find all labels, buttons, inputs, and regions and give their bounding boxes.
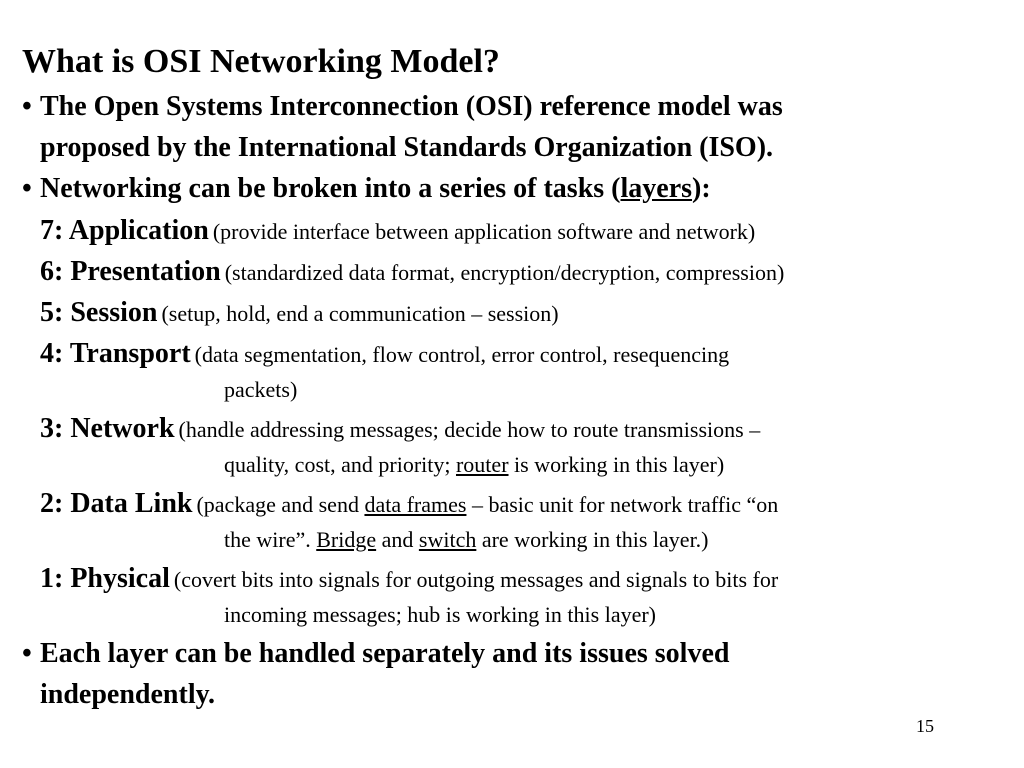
layer-2-desc-a: (package and send bbox=[196, 492, 365, 517]
layer-2-name: 2: Data Link bbox=[40, 488, 193, 519]
bullet-2 bbox=[40, 172, 711, 206]
layer-1-name: 1: Physical bbox=[40, 563, 170, 594]
layer-2-desc-b: – basic unit for network traffic “on bbox=[466, 492, 779, 517]
layer-3-desc-cont-b: is working in this layer) bbox=[508, 452, 725, 477]
layer-7-desc: (provide interface between application software and network) bbox=[212, 219, 756, 244]
bridge-link[interactable]: Bridge bbox=[316, 527, 377, 552]
layer-3-name: 3: Network bbox=[40, 413, 175, 444]
layer-2-desc bbox=[196, 492, 778, 517]
layer-4-desc-cont: packets) bbox=[224, 377, 298, 402]
layer-1 bbox=[40, 562, 778, 600]
switch-link[interactable]: switch bbox=[418, 527, 477, 552]
bullet-2-prefix: Networking can be broken into a series of tasks ( bbox=[40, 173, 621, 204]
layer-6-desc: (standardized data format, encryption/decryption, compression) bbox=[224, 260, 785, 285]
slide-title: What is OSI Networking Model? bbox=[22, 43, 500, 80]
bullet-1-line-1: The Open Systems Interconnection (OSI) reference model was bbox=[40, 91, 783, 122]
bullet-1-line-2: proposed by the International Standards Organization (ISO). bbox=[40, 132, 774, 163]
layers-link[interactable]: layers bbox=[620, 173, 693, 204]
layer-6-name: 6: Presentation bbox=[40, 256, 221, 287]
page-number: 15 bbox=[916, 716, 934, 736]
layer-3-desc-cont-a: quality, cost, and priority; bbox=[224, 452, 456, 477]
bullet-3-line-1: Each layer can be handled separately and its issues solved bbox=[40, 638, 730, 669]
layer-3-desc-cont bbox=[224, 450, 724, 480]
layer-1-desc: (covert bits into signals for outgoing messages and signals to bits for bbox=[173, 567, 779, 592]
bullet-dot: • bbox=[22, 638, 32, 669]
data-frames-link[interactable]: data frames bbox=[364, 492, 467, 517]
layer-2-desc-cont-a: the wire”. bbox=[224, 527, 317, 552]
layer-3 bbox=[40, 412, 760, 450]
layer-7-name: 7: Application bbox=[40, 215, 209, 246]
bullet-dot: • bbox=[22, 91, 32, 122]
layer-5-name: 5: Session bbox=[40, 297, 158, 328]
bullet-dot: • bbox=[22, 173, 32, 204]
router-link[interactable]: router bbox=[455, 452, 509, 477]
layer-5 bbox=[40, 296, 559, 334]
bullet-2-suffix: ): bbox=[692, 173, 711, 204]
layer-2 bbox=[40, 487, 778, 525]
layer-3-desc: (handle addressing messages; decide how to route transmissions – bbox=[178, 417, 761, 442]
layer-6 bbox=[40, 255, 784, 293]
layer-4 bbox=[40, 337, 729, 375]
layer-4-name: 4: Transport bbox=[40, 338, 191, 369]
layer-2-desc-cont bbox=[224, 525, 709, 555]
layer-4-desc: (data segmentation, flow control, error control, resequencing bbox=[194, 342, 730, 367]
layer-7 bbox=[40, 214, 755, 252]
layer-2-desc-cont-b: are working in this layer.) bbox=[476, 527, 709, 552]
layer-5-desc: (setup, hold, end a communication – session) bbox=[161, 301, 559, 326]
layer-1-desc-cont: incoming messages; hub is working in this layer) bbox=[224, 602, 656, 627]
layer-2-desc-cont-mid: and bbox=[376, 527, 419, 552]
bullet-3-line-2: independently. bbox=[40, 679, 216, 710]
